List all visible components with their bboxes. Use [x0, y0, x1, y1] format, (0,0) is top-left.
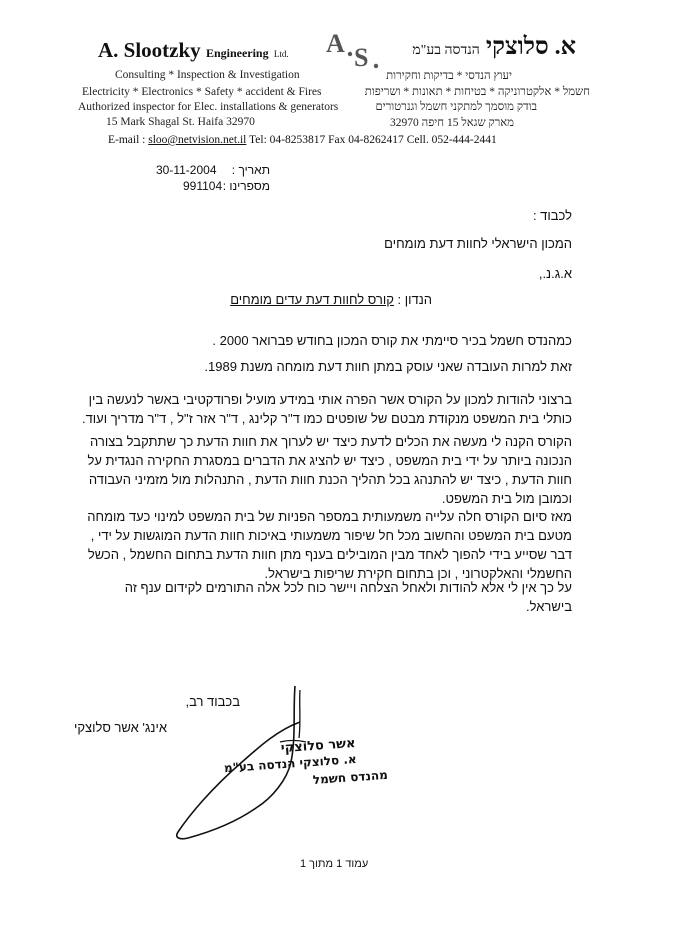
phone-number: Tel: 04-8253817 [249, 134, 326, 146]
paragraph-line: כמהנדס חשמל בכיר סיימתי את קורס המכון בחודש פברואר 2000 . [212, 333, 572, 348]
salutation: לכבוד : [532, 208, 572, 223]
he-fields-line: חשמל * אלקטרוניקה * בטיחות * תאונות * ושריפות [364, 86, 590, 98]
paragraph-line: חוות הדעת , כיצד יש להתנהג בכל תהליך הכנת חוות הדעת , התנהלות מול מזמיני העבודה [88, 472, 572, 487]
subject-line [230, 292, 432, 307]
paragraph-line: ברצוני להודות למכון על הקורס אשר הפרה אותי במידע מועיל ופרודקטיבי באשר לנעשה בין [88, 392, 572, 407]
he-inspector-line: בודק מוסמך למתקני חשמל וגנרטורים [375, 101, 537, 113]
he-company-suffix: הנדסה בע"מ [412, 43, 480, 58]
page-number: עמוד 1 מתוך 1 [300, 858, 369, 870]
handwritten-signature [160, 682, 330, 852]
email-link[interactable]: sloo@netvision.net.il [148, 134, 247, 146]
subject-text: קורס לחוות דעת עדים מומחים [230, 292, 394, 307]
paragraph-line: החשמלי והאלקטרוני , וכן בתחום חקירת שריפות בישראל. [264, 566, 572, 581]
company-suffix-ltd: Ltd. [273, 49, 289, 59]
paragraph-line: מטעם בית המשפט והחשוב מכל חל שיפור משמעותי באיכות חוות הדעת המוגשות על ידי , [90, 528, 572, 543]
greeting: א.ג.נ., [538, 266, 572, 281]
en-address-line: 15 Mark Shagal St. Haifa 32970 [106, 116, 255, 128]
svg-text:S: S [354, 43, 369, 72]
paragraph-line: דבר שסייע בידי להפוך לאחד מבין המובילים בענף מתן חוות הדעת בתחום החשמל , הכשל [87, 547, 572, 562]
he-services-line: יעוץ הנדסי * בדיקות וחקירות [386, 70, 512, 82]
subject-label: הנדון : [397, 292, 432, 307]
ref-value: 991104 [183, 179, 223, 193]
paragraph-2 [112, 357, 572, 376]
stamp-title: מהנדס חשמל [312, 767, 389, 788]
stamp-name: אשר סלוצקי [280, 736, 356, 757]
stamp-company: א. סלוצקי הנדסה בע"מ [223, 751, 358, 776]
contact-line [108, 134, 497, 146]
date-label: תאריך : [231, 163, 270, 177]
paragraph-line: על כך אין לי אלא להודות ולאחל הצלחה ויישר כוח לכל אלה התורמים לקידום ענף זה [124, 580, 572, 595]
ref-label: מספרינו : [222, 179, 270, 193]
paragraph-1 [112, 331, 572, 350]
en-services-line: Consulting * Inspection & Investigation [115, 69, 300, 81]
recipient: המכון הישראלי לחוות דעת מומחים [384, 236, 572, 251]
signer-name: אינג' אשר סלוצקי [73, 720, 167, 735]
paragraph-line: וכמובן מול בית המשפט. [441, 491, 572, 506]
fax-number: Fax 04-8262417 [328, 134, 404, 146]
en-fields-line: Electricity * Electronics * Safety * accident & Fires [82, 86, 322, 98]
paragraph-6 [72, 578, 572, 616]
cell-number: Cell. 052-444-2441 [406, 134, 497, 146]
paragraph-line: מאז סיום הקורס חלה עלייה משמעותית במספר הפניות של בית המשפט למינוי כעד מומחה [87, 509, 572, 524]
paragraph-line: בישראל. [526, 599, 572, 614]
paragraph-line: הקורס הקנה לי מעשה את הכלים לדעת כיצד יש לערוך את חוות הדעת כך שתתקבל בצורה [90, 434, 572, 449]
paragraph-3 [72, 390, 572, 428]
company-name-text: A. Slootzky [98, 38, 201, 62]
he-address-line: מארק שגאל 15 חיפה 32970 [390, 117, 514, 129]
paragraph-4 [72, 432, 572, 508]
company-name-english [98, 38, 289, 63]
paragraph-line: כותלי בית המשפט מנקודת מבטם של שופטים כמו ד"ר קלינג , ד"ר אזר ז"ל , ד"ר מדריך ועוד. [81, 411, 572, 426]
company-suffix: Engineering [205, 46, 269, 60]
company-logo [322, 28, 386, 72]
closing: בכבוד רב, [185, 694, 240, 709]
paragraph-line: זאת למרות העובדה שאני עוסק במתן חוות דעת מומחה משנת 1989. [204, 359, 572, 374]
company-name-hebrew [412, 34, 576, 61]
date-value: 30-11-2004 [156, 163, 217, 177]
svg-text:A: A [326, 29, 345, 58]
email-label: E-mail : [108, 134, 146, 146]
he-company-text: א. סלוצקי [485, 34, 576, 60]
paragraph-line: הנכונה ביותר על ידי בית המשפט , כיצד יש להציג את הדברים במסגרת החקירה הנגדית על [87, 453, 572, 468]
en-inspector-line: Authorized inspector for Elec. installations & generators [78, 101, 339, 113]
paragraph-5 [72, 507, 572, 583]
